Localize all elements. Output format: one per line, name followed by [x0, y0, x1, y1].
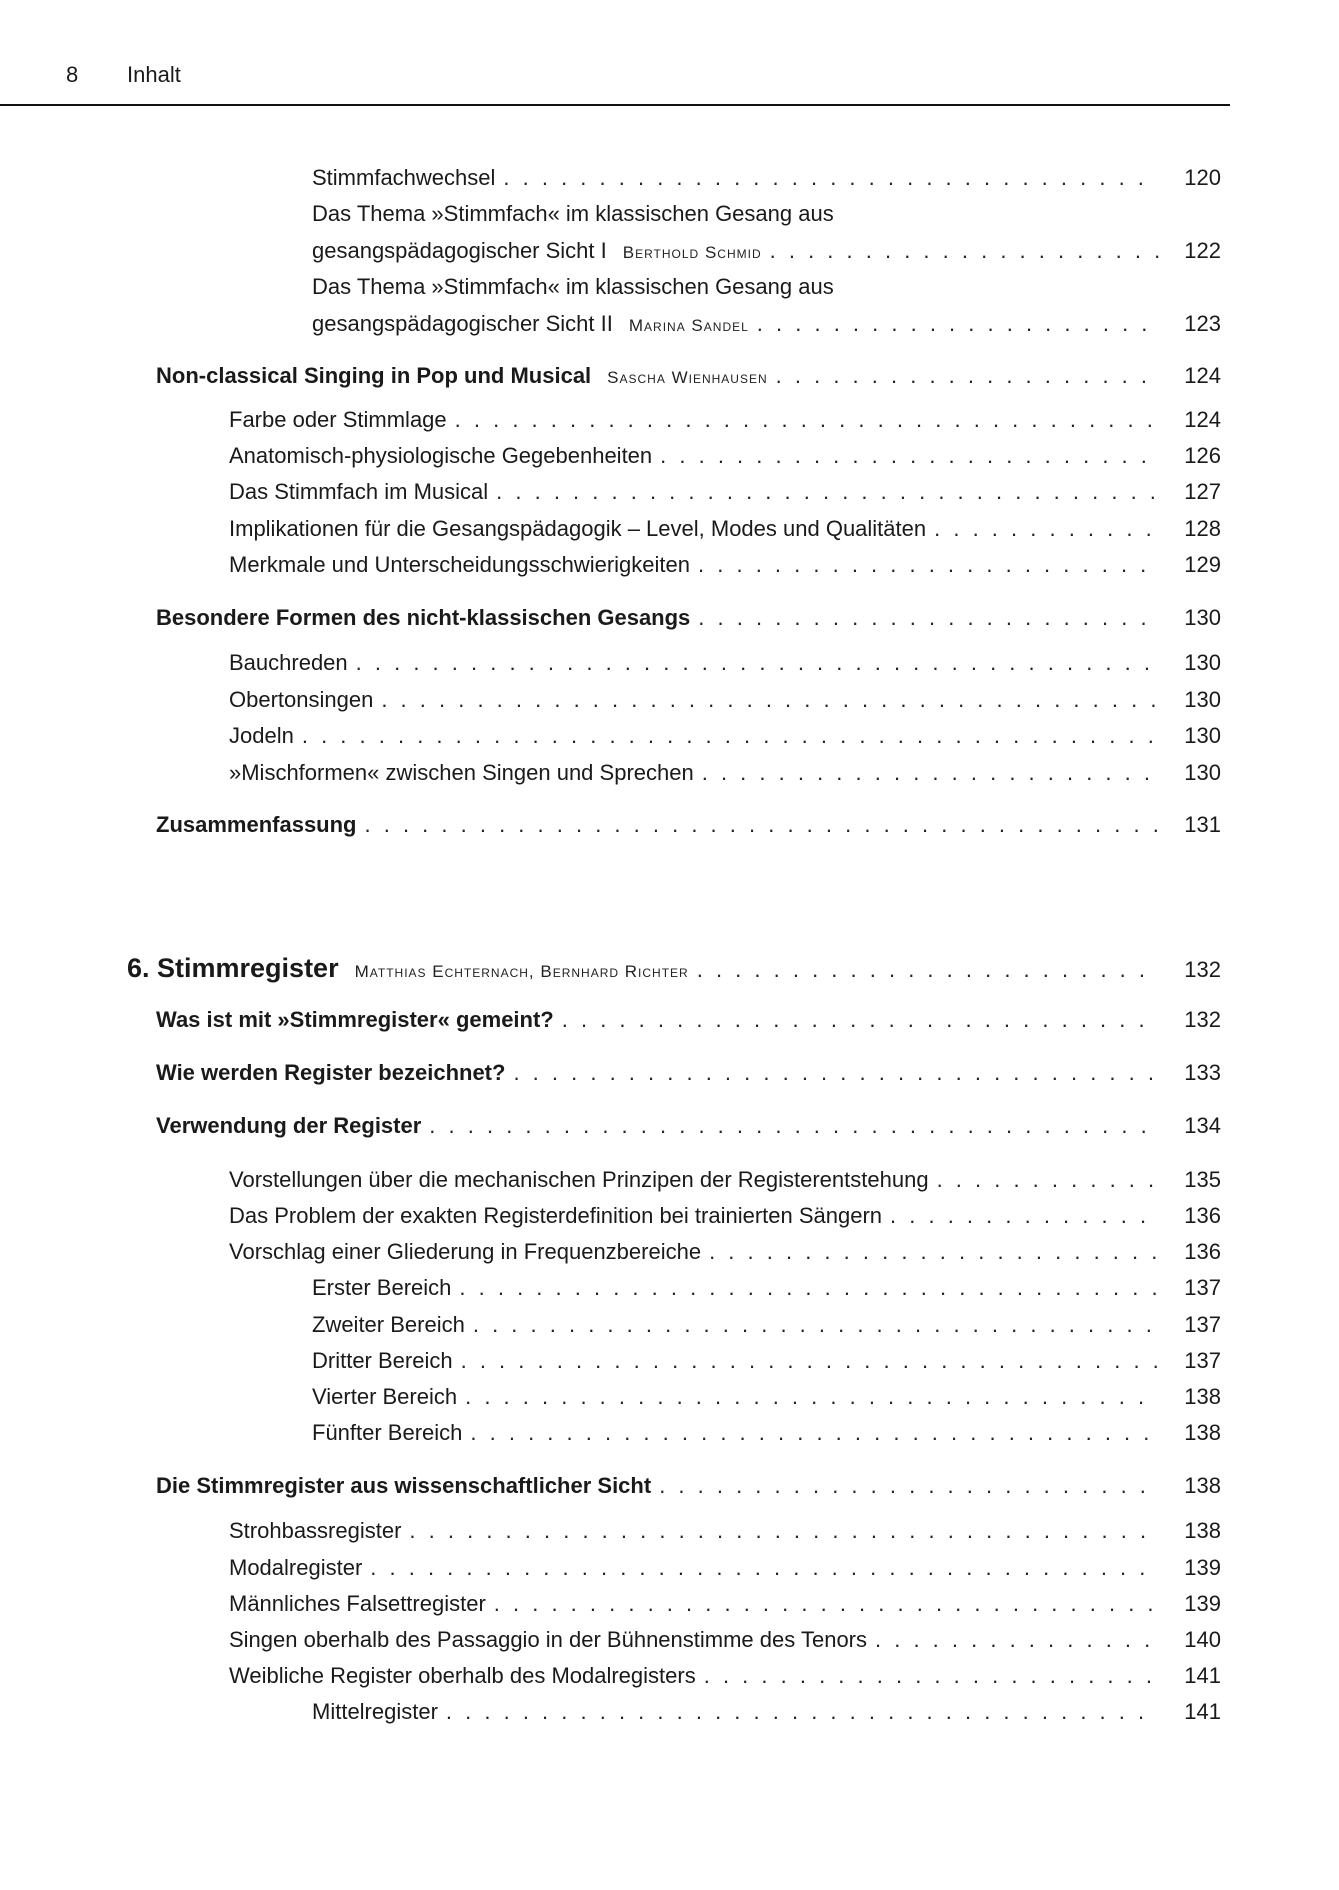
toc-entry	[0, 1516, 1339, 1546]
toc-entry-title: Fünfter Bereich	[312, 1420, 463, 1445]
leader-dots	[698, 550, 1159, 580]
toc-entry-title: Non-classical Singing in Pop und Musical	[156, 363, 592, 388]
leader-dots	[934, 514, 1159, 544]
toc-entry-title: Vorschlag einer Gliederung in Frequenzbereiche	[229, 1239, 702, 1264]
leader-dots	[473, 1310, 1159, 1340]
toc-entry-title: Mittelregister	[312, 1699, 438, 1724]
toc-entry-page: 130	[1184, 650, 1221, 675]
toc-entry-page: 139	[1184, 1591, 1221, 1616]
toc-entry	[0, 477, 1339, 507]
toc-entry-author: Matthias Echternach, Bernhard Richter	[354, 962, 689, 981]
toc-entry	[0, 1273, 1339, 1303]
toc-chapter-title: 6. Stimmregister	[127, 953, 339, 983]
toc-entry-title: Zusammenfassung	[156, 812, 357, 837]
toc-entry-page: 130	[1184, 760, 1221, 785]
toc-entry	[0, 441, 1339, 471]
toc-section	[0, 1111, 1339, 1141]
leader-dots	[496, 477, 1159, 507]
toc-section	[0, 603, 1339, 633]
toc-entry	[0, 758, 1339, 788]
leader-dots	[757, 309, 1159, 339]
toc-entry-title: Merkmale und Unterscheidungsschwierigkeiten	[229, 552, 691, 577]
toc-entry	[0, 1165, 1339, 1195]
toc-entry-page: 129	[1184, 552, 1221, 577]
leader-dots	[370, 1553, 1159, 1583]
toc-entry	[0, 721, 1339, 751]
toc-entry-page: 137	[1184, 1275, 1221, 1300]
toc-entry-title: Was ist mit »Stimmregister« gemeint?	[156, 1007, 554, 1032]
leader-dots	[494, 1589, 1159, 1619]
leader-dots	[660, 441, 1159, 471]
leader-dots	[704, 1661, 1159, 1691]
toc-entry-page: 130	[1184, 687, 1221, 712]
toc-entry-page: 141	[1184, 1699, 1221, 1724]
toc-entry-author: Marina Sandel	[628, 316, 749, 335]
toc-entry-author: Sascha Wienhausen	[607, 368, 768, 387]
toc-entry	[0, 1201, 1339, 1231]
toc-entry-title: Farbe oder Stimmlage	[229, 407, 447, 432]
leader-dots	[890, 1201, 1159, 1231]
toc-entry-title: Erster Bereich	[312, 1275, 452, 1300]
toc-entry-title: gesangspädagogischer Sicht I	[312, 238, 607, 263]
leader-dots	[937, 1165, 1159, 1195]
toc-entry-title: Modalregister	[229, 1555, 363, 1580]
toc-entry	[0, 1625, 1339, 1655]
toc-entry-page: 141	[1184, 1663, 1221, 1688]
toc-entry-page: 135	[1184, 1167, 1221, 1192]
toc-entry-title: Jodeln	[229, 723, 294, 748]
toc-entry-title: Singen oberhalb des Passaggio in der Bühnenstimme des Tenors	[229, 1627, 867, 1652]
leader-dots	[770, 236, 1159, 266]
toc-entry-title-line1: Das Thema »Stimmfach« im klassischen Gesang aus	[312, 274, 834, 299]
leader-dots	[356, 648, 1159, 678]
toc-entry-page: 138	[1184, 1384, 1221, 1409]
leader-dots	[776, 361, 1159, 391]
toc-entry-title: Bauchreden	[229, 650, 348, 675]
toc-entry	[0, 1553, 1339, 1583]
toc-entry-title: Vorstellungen über die mechanischen Prinzipen der Registerentstehung	[229, 1167, 929, 1192]
toc-entry-page: 122	[1184, 238, 1221, 263]
page-number: 8	[66, 62, 79, 87]
running-title: Inhalt	[127, 62, 181, 87]
toc-entry-page: 128	[1184, 516, 1221, 541]
toc-entry-title: gesangspädagogischer Sicht II	[312, 311, 613, 336]
toc-entry-title: Anatomisch-physiologische Gegebenheiten	[229, 443, 653, 468]
toc-entry-page: 132	[1184, 1007, 1221, 1032]
toc-entry	[0, 1589, 1339, 1619]
toc-entry-page: 126	[1184, 443, 1221, 468]
leader-dots	[702, 758, 1159, 788]
toc-chapter	[0, 953, 1339, 983]
toc-entry-page: 134	[1184, 1113, 1221, 1138]
toc-section	[0, 1005, 1339, 1035]
toc-entry-title: Das Problem der exakten Registerdefinition bei trainierten Sängern	[229, 1203, 883, 1228]
leader-dots	[709, 1237, 1159, 1267]
leader-dots	[659, 1471, 1159, 1501]
toc-entry	[0, 236, 1339, 266]
toc-entry-page: 130	[1184, 605, 1221, 630]
toc-entry	[0, 648, 1339, 678]
leader-dots	[698, 603, 1159, 633]
leader-dots	[562, 1005, 1159, 1035]
toc-entry-title-line1: Das Thema »Stimmfach« im klassischen Gesang aus	[312, 201, 834, 226]
toc-entry-title: Vierter Bereich	[312, 1384, 458, 1409]
leader-dots	[470, 1418, 1159, 1448]
leader-dots	[381, 685, 1159, 715]
toc-entry-title: Männliches Falsettregister	[229, 1591, 486, 1616]
toc-section	[0, 1471, 1339, 1501]
toc-entry-title: Strohbassregister	[229, 1518, 402, 1543]
toc-entry-page: 137	[1184, 1348, 1221, 1373]
leader-dots	[461, 1346, 1159, 1376]
toc-entry-page: 136	[1184, 1239, 1221, 1264]
toc-entry	[0, 1310, 1339, 1340]
leader-dots	[465, 1382, 1159, 1412]
toc-entry	[0, 405, 1339, 435]
toc-entry-page: 127	[1184, 479, 1221, 504]
leader-dots	[409, 1516, 1159, 1546]
toc-entry-title: Implikationen für die Gesangspädagogik – Level, Modes und Qualitäten	[229, 516, 927, 541]
toc-entry-page: 137	[1184, 1312, 1221, 1337]
leader-dots	[697, 955, 1159, 985]
toc-entry	[0, 550, 1339, 580]
toc-entry-title: Verwendung der Register	[156, 1113, 422, 1138]
toc-entry-title: Stimmfachwechsel	[312, 165, 496, 190]
toc-entry-page: 123	[1184, 311, 1221, 336]
toc-entry	[0, 309, 1339, 339]
leader-dots	[455, 405, 1159, 435]
toc-entry-page: 140	[1184, 1627, 1221, 1652]
toc-entry-title: Weibliche Register oberhalb des Modalregisters	[229, 1663, 696, 1688]
leader-dots	[513, 1058, 1159, 1088]
toc-entry	[0, 1697, 1339, 1727]
leader-dots	[429, 1111, 1159, 1141]
toc-entry-page: 132	[1184, 957, 1221, 982]
toc-section	[0, 361, 1339, 391]
toc-entry	[0, 1382, 1339, 1412]
leader-dots	[503, 163, 1159, 193]
leader-dots	[875, 1625, 1159, 1655]
toc-entry-page: 131	[1184, 812, 1221, 837]
toc-entry-title: Die Stimmregister aus wissenschaftlicher Sicht	[156, 1473, 652, 1498]
toc-entry-page: 139	[1184, 1555, 1221, 1580]
toc-entry-page: 124	[1184, 407, 1221, 432]
toc-entry-page: 124	[1184, 363, 1221, 388]
toc-entry-title: Besondere Formen des nicht-klassischen Gesangs	[156, 605, 691, 630]
leader-dots	[459, 1273, 1159, 1303]
leader-dots	[365, 810, 1160, 840]
toc-entry-title: Dritter Bereich	[312, 1348, 453, 1373]
toc-entry-author: Berthold Schmid	[622, 243, 762, 262]
page-header	[0, 0, 1230, 106]
toc-entry-title: »Mischformen« zwischen Singen und Sprechen	[229, 760, 694, 785]
toc-section	[0, 1058, 1339, 1088]
toc-entry-page: 136	[1184, 1203, 1221, 1228]
toc-entry-page: 130	[1184, 723, 1221, 748]
toc-entry	[0, 685, 1339, 715]
toc-entry-page: 120	[1184, 165, 1221, 190]
toc-entry-title: Zweiter Bereich	[312, 1312, 465, 1337]
toc-entry-title: Das Stimmfach im Musical	[229, 479, 489, 504]
toc-entry-title: Wie werden Register bezeichnet?	[156, 1060, 506, 1085]
leader-dots	[302, 721, 1159, 751]
toc-entry-page: 138	[1184, 1473, 1221, 1498]
toc-entry-title: Obertonsingen	[229, 687, 374, 712]
toc-entry-page: 138	[1184, 1518, 1221, 1543]
toc-entry	[0, 1237, 1339, 1267]
leader-dots	[446, 1697, 1159, 1727]
toc-entry	[0, 1418, 1339, 1448]
toc-entry-page: 138	[1184, 1420, 1221, 1445]
toc-section	[0, 810, 1339, 840]
toc-entry	[0, 1346, 1339, 1376]
toc-entry-page: 133	[1184, 1060, 1221, 1085]
toc-entry	[0, 1661, 1339, 1691]
toc-entry	[0, 514, 1339, 544]
toc-entry	[0, 163, 1339, 193]
